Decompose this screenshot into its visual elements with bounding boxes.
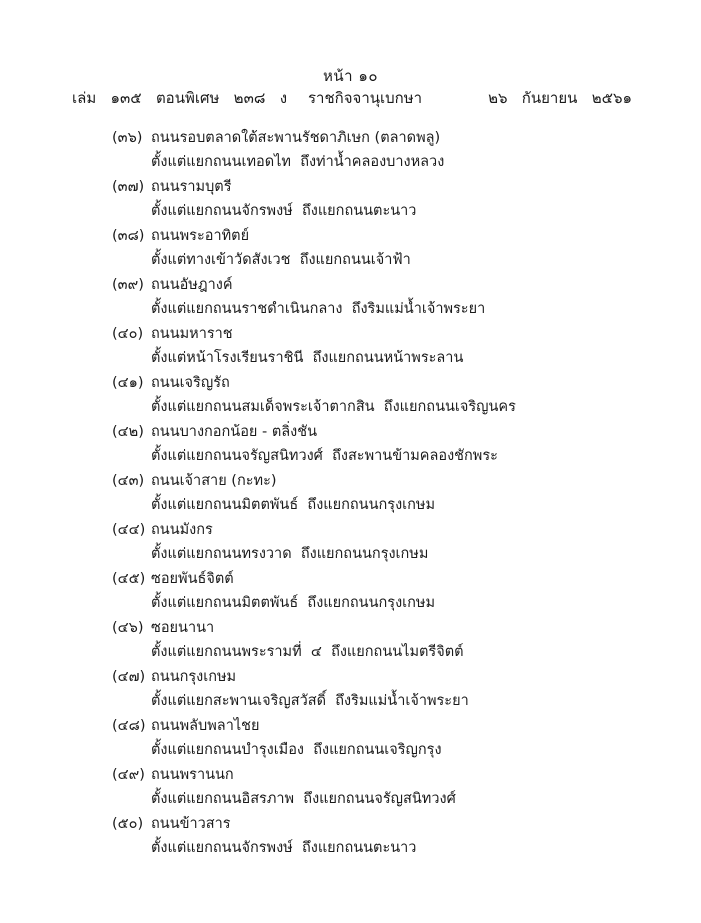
list-item <box>0 369 701 418</box>
road-name: ถนนมังกร <box>151 522 213 538</box>
item-number: (๓๘) <box>112 228 145 244</box>
list-item <box>0 565 701 614</box>
road-extent: ตั้งแต่หน้าโรงเรียนราชินี ถึงแยกถนนหน้าพระลาน <box>151 350 464 366</box>
volume-issue-label: เล่ม ๑๓๕ ตอนพิเศษ ๒๓๘ ง <box>72 89 288 107</box>
publication-date: ๒๖ กันยายน ๒๕๖๑ <box>488 89 632 107</box>
road-extent: ตั้งแต่แยกถนนพระรามที่ ๔ ถึงแยกถนนไมตรีจิตต์ <box>151 644 464 660</box>
list-item <box>0 516 701 565</box>
road-extent: ตั้งแต่แยกถนนอิสรภาพ ถึงแยกถนนจรัญสนิทวงศ์ <box>151 791 456 807</box>
item-number: (๕๐) <box>112 816 144 832</box>
list-item <box>0 614 701 663</box>
road-extent: ตั้งแต่แยกสะพานเจริญสวัสดิ์ ถึงริมแม่น้ำเจ้าพระยา <box>151 693 469 709</box>
road-name: ถนนรามบุตรี <box>151 179 232 195</box>
item-number: (๔๒) <box>112 424 144 440</box>
list-item <box>0 271 701 320</box>
road-extent: ตั้งแต่ทางเข้าวัดสังเวช ถึงแยกถนนเจ้าฟ้า <box>151 252 411 268</box>
item-number: (๓๗) <box>112 179 145 195</box>
road-name: ถนนพรานนก <box>151 767 234 783</box>
road-name: ถนนรอบตลาดใต้สะพานรัชดาภิเษก (ตลาดพลู) <box>151 130 441 146</box>
item-number: (๔๐) <box>112 326 144 342</box>
list-item <box>0 320 701 369</box>
road-name: ถนนบางกอกน้อย - ตลิ่งชัน <box>151 424 317 440</box>
item-number: (๔๕) <box>112 571 146 587</box>
list-item <box>0 173 701 222</box>
road-extent: ตั้งแต่แยกถนนเทอดไท ถึงท่าน้ำคลองบางหลวง <box>151 154 445 170</box>
road-name: ซอยนานา <box>151 620 215 636</box>
item-number: (๓๙) <box>112 277 144 293</box>
list-item <box>0 418 701 467</box>
road-extent: ตั้งแต่แยกถนนบำรุงเมือง ถึงแยกถนนเจริญกรุง <box>151 742 442 758</box>
road-extent: ตั้งแต่แยกถนนสมเด็จพระเจ้าตากสิน ถึงแยกถนนเจริญนคร <box>151 399 516 415</box>
road-extent: ตั้งแต่แยกถนนจรัญสนิทวงศ์ ถึงสะพานข้ามคลองชักพระ <box>151 448 498 464</box>
item-number: (๓๖) <box>112 130 143 146</box>
item-number: (๔๑) <box>112 375 144 391</box>
road-extent: ตั้งแต่แยกถนนจักรพงษ์ ถึงแยกถนนตะนาว <box>151 203 417 219</box>
road-name: ถนนพลับพลาไชย <box>151 718 260 734</box>
road-extent: ตั้งแต่แยกถนนมิตตพันธ์ ถึงแยกถนนกรุงเกษม <box>151 595 435 611</box>
item-number: (๔๔) <box>112 522 146 538</box>
item-number: (๔๙) <box>112 767 145 783</box>
road-name: ถนนเจ้าสาย (กะทะ) <box>151 473 277 489</box>
list-item <box>0 761 701 810</box>
road-extent: ตั้งแต่แยกถนนทรงวาด ถึงแยกถนนกรุงเกษม <box>151 546 429 562</box>
list-item <box>0 467 701 516</box>
gazette-header <box>72 86 632 108</box>
item-number: (๔๖) <box>112 620 144 636</box>
page-number: หน้า ๑๐ <box>322 67 378 85</box>
road-extent: ตั้งแต่แยกถนนมิตตพันธ์ ถึงแยกถนนกรุงเกษม <box>151 497 435 513</box>
road-name: ถนนข้าวสาร <box>151 816 231 832</box>
road-name: ถนนเจริญรัถ <box>151 375 230 391</box>
road-name: ถนนอัษฎางค์ <box>151 277 233 293</box>
road-list <box>0 124 701 859</box>
item-number: (๔๓) <box>112 473 145 489</box>
road-name: ซอยพันธ์จิตต์ <box>151 571 234 587</box>
list-item <box>0 222 701 271</box>
item-number: (๔๗) <box>112 669 146 685</box>
list-item <box>0 810 701 859</box>
road-name: ถนนกรุงเกษม <box>151 669 237 685</box>
list-item <box>0 712 701 761</box>
list-item <box>0 663 701 712</box>
road-extent: ตั้งแต่แยกถนนราชดำเนินกลาง ถึงริมแม่น้ำเจ้าพระยา <box>151 301 486 317</box>
road-name: ถนนพระอาทิตย์ <box>151 228 250 244</box>
road-extent: ตั้งแต่แยกถนนจักรพงษ์ ถึงแยกถนนตะนาว <box>151 840 417 856</box>
item-number: (๔๘) <box>112 718 146 734</box>
road-name: ถนนมหาราช <box>151 326 233 342</box>
list-item <box>0 124 701 173</box>
publication-title: ราชกิจจานุเบกษา <box>308 89 423 107</box>
